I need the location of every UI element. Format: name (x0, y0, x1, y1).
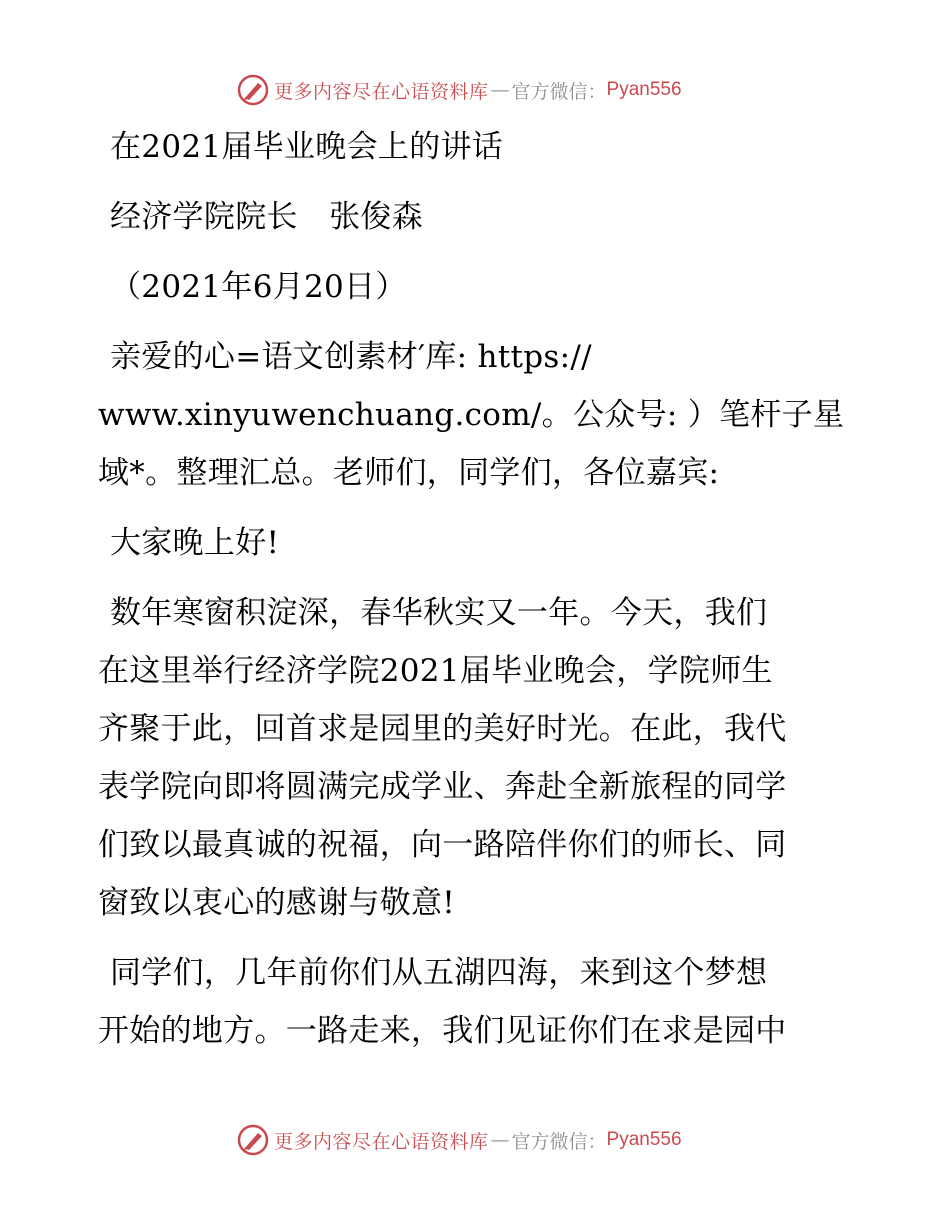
paragraph-line: 窗致以衷心的感谢与敬意! (98, 885, 456, 921)
salutation: 大家晚上好! (110, 525, 280, 561)
watermark-text: 更多内容尽在心语资料库 (274, 80, 489, 103)
document-author: 经济学院院长 张俊森 (110, 199, 423, 235)
document-body (98, 118, 850, 1060)
greeting-line: www.xinyuwenchuang.com/。公众号: ）笔杆子星 (98, 397, 845, 433)
watermark-official-label: 官方微信： (511, 1130, 607, 1153)
footer-watermark (236, 1120, 682, 1160)
watermark-dash: — (490, 1129, 510, 1151)
greeting-line: 域*。整理汇总。老师们，同学们，各位嘉宾: (98, 455, 720, 491)
watermark-wechat-id: Pyan556 (606, 79, 682, 100)
paragraph-line: 表学院向即将圆满完成学业、奔赴全新旅程的同学 (98, 769, 787, 805)
document-date: （2021年6月20日） (110, 269, 407, 305)
watermark-text: 更多内容尽在心语资料库 (274, 1130, 489, 1153)
paragraph-line: 齐聚于此，回首求是园里的美好时光。在此，我代 (98, 711, 787, 747)
greeting-line: 亲爱的心=语文创素材′库: https:// (110, 339, 592, 375)
pen-logo-icon (236, 73, 270, 107)
document-title: 在2021届毕业晚会上的讲话 (110, 129, 504, 165)
header-watermark (236, 70, 682, 110)
paragraph-line: 们致以最真诚的祝福，向一路陪伴你们的师长、同 (98, 827, 787, 863)
paragraph-line: 开始的地方。一路走来，我们见证你们在求是园中 (98, 1013, 787, 1049)
paragraph-line: 在这里举行经济学院2021届毕业晚会，学院师生 (98, 653, 773, 689)
paragraph-line: 数年寒窗积淀深，春华秋实又一年。今天，我们 (110, 595, 768, 631)
watermark-official-label: 官方微信： (511, 80, 607, 103)
paragraph-line: 同学们，几年前你们从五湖四海，来到这个梦想 (110, 955, 768, 991)
pen-logo-icon (236, 1123, 270, 1157)
watermark-wechat-id: Pyan556 (606, 1129, 682, 1150)
watermark-dash: — (490, 79, 510, 101)
